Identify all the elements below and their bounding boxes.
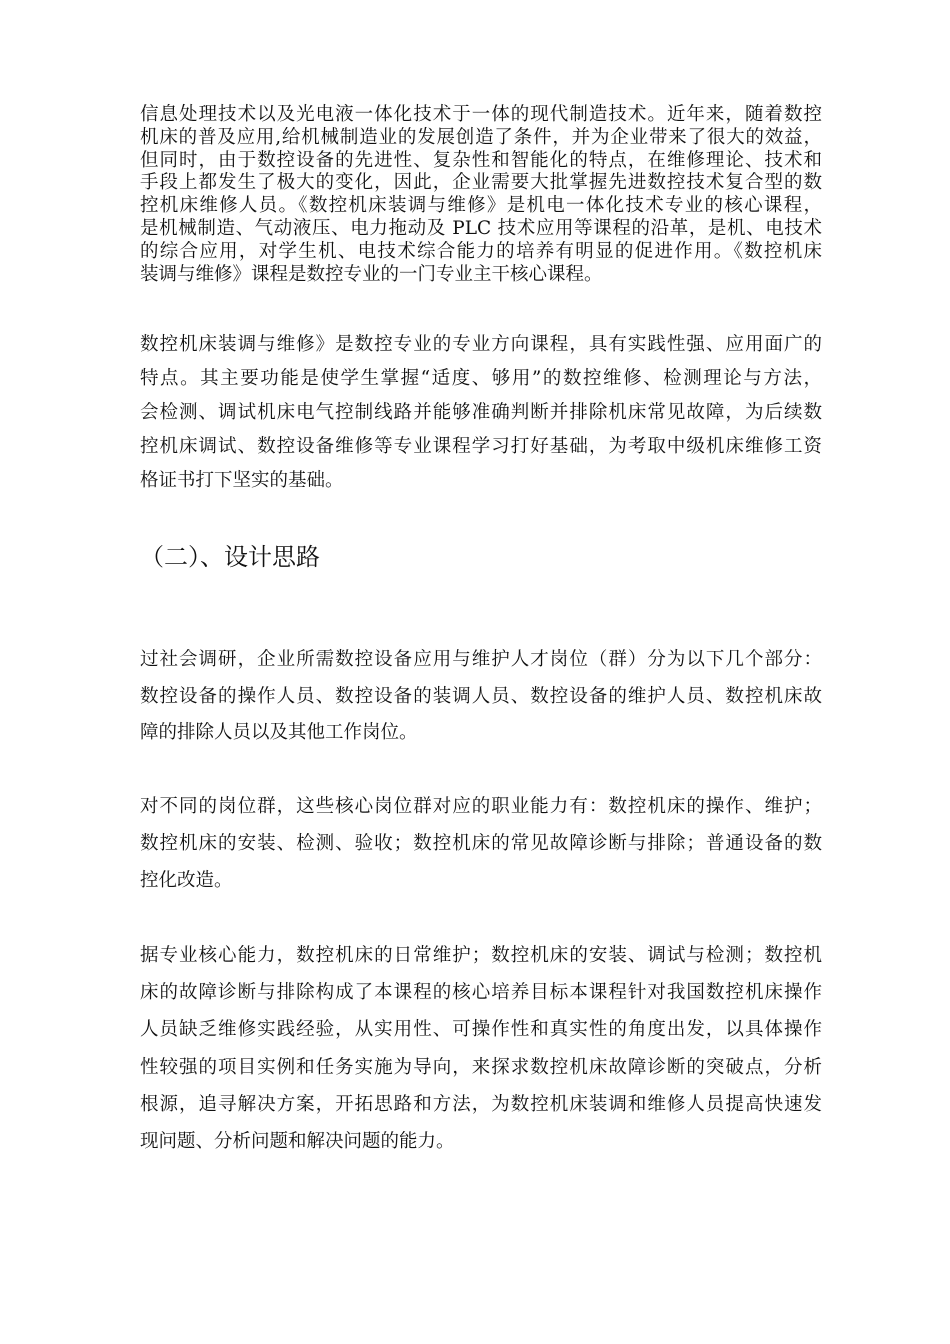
text-line: 会检测、调试机床电气控制线路并能够准确判断并排除机床常见故障，为后续数 <box>140 402 822 423</box>
text-line: 格证书打下坚实的基础。 <box>140 470 344 491</box>
text-line: 障的排除人员以及其他工作岗位。 <box>140 722 418 743</box>
text-line: 装调与维修》课程是数控专业的一门专业主干核心课程。 <box>140 263 603 285</box>
text-line: 手段上都发生了极大的变化，因此，企业需要大批掌握先进数控技术复合型的数 <box>140 172 822 194</box>
text-line: 但同时，由于数控设备的先进性、复杂性和智能化的特点，在维修理论、技术和 <box>140 149 822 171</box>
text-line: 根源，追寻解决方案，开拓思路和方法，为数控机床装调和维修人员提高快速发 <box>140 1093 822 1115</box>
text-line: 数控机床装调与维修》是数控专业的专业方向课程，具有实践性强、应用面广的 <box>140 334 822 355</box>
text-line: 性较强的项目实例和任务实施为导向，来探求数控机床故障诊断的突破点，分析 <box>140 1056 822 1078</box>
text-line: 特点。其主要功能是使学生掌握“适度、够用”的数控维修、检测理论与方法， <box>140 368 822 389</box>
text-line: 的综合应用，对学生机、电技术综合能力的培养有明显的促进作用。《数控机床 <box>140 240 822 262</box>
paragraph-core-objectives <box>140 937 822 1160</box>
text-line: 过社会调研，企业所需数控设备应用与维护人才岗位（群）分为以下几个部分： <box>140 649 822 670</box>
paragraph-course-background <box>140 104 822 286</box>
text-line: 控化改造。 <box>140 870 233 891</box>
paragraph-vocational-abilities <box>140 788 822 899</box>
paragraph-course-nature <box>140 328 822 498</box>
paragraph-job-positions <box>140 642 822 752</box>
text-line: 数控机床的安装、检测、验收；数控机床的常见故障诊断与排除；普通设备的数 <box>140 833 822 854</box>
section-heading: （二）、设计思路 <box>140 543 320 571</box>
text-line: 信息处理技术以及光电液一体化技术于一体的现代制造技术。近年来，随着数控 <box>140 104 822 125</box>
text-line: 控机床维修人员。《数控机床装调与维修》是机电一体化技术专业的核心课程， <box>140 195 822 217</box>
text-line: 数控设备的操作人员、数控设备的装调人员、数控设备的维护人员、数控机床故 <box>140 685 822 707</box>
text-line: 人员缺乏维修实践经验，从实用性、可操作性和真实性的角度出发，以具体操作 <box>140 1019 822 1041</box>
text-line: 对不同的岗位群，这些核心岗位群对应的职业能力有：数控机床的操作、维护； <box>140 796 822 817</box>
text-line: 机床的普及应用,给机械制造业的发展创造了条件，并为企业带来了很大的效益， <box>140 126 822 148</box>
text-line: 据专业核心能力，数控机床的日常维护；数控机床的安装、调试与检测；数控机 <box>140 945 822 966</box>
text-line: 床的故障诊断与排除构成了本课程的核心培养目标本课程针对我国数控机床操作 <box>140 982 822 1004</box>
text-line: 是机械制造、气动液压、电力拖动及 PLC 技术应用等课程的沿革，是机、电技术 <box>140 217 822 239</box>
text-line: 控机床调试、数控设备维修等专业课程学习打好基础，为考取中级机床维修工资 <box>140 436 822 457</box>
text-line: 现问题、分析问题和解决问题的能力。 <box>140 1131 455 1153</box>
